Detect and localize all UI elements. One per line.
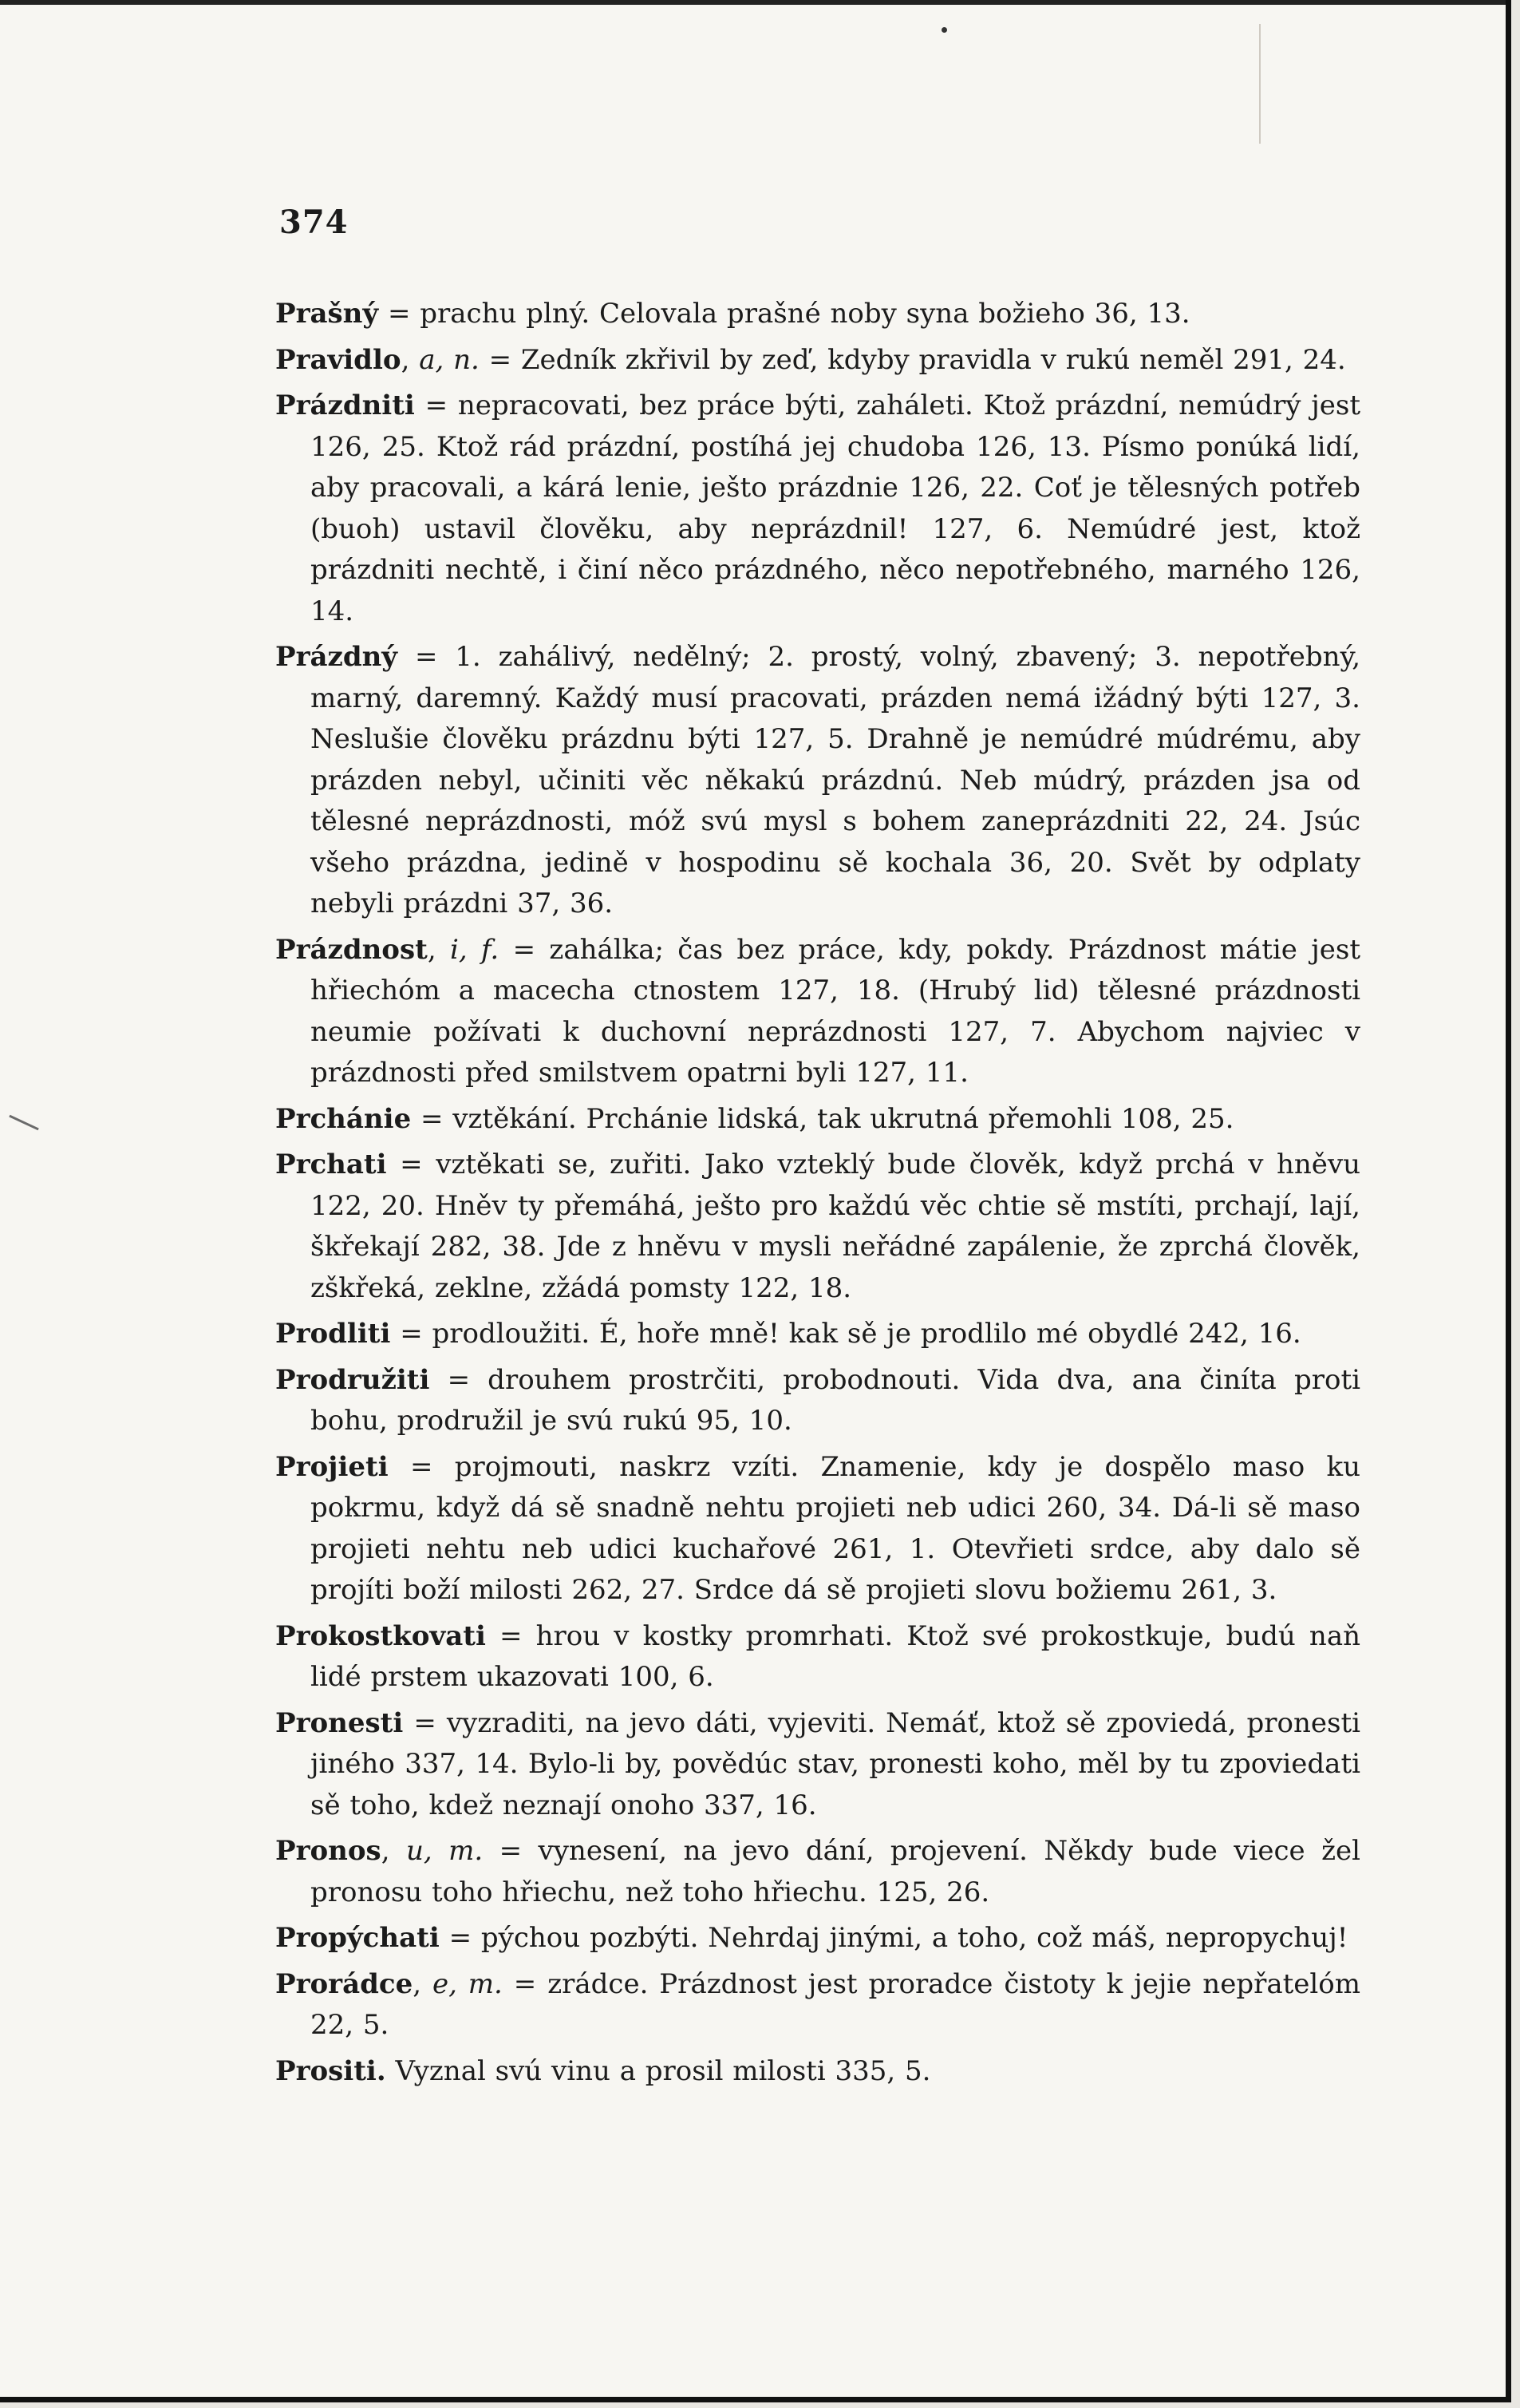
dictionary-entry bbox=[275, 2051, 1360, 2093]
definition: = pýchou pozbýti. Nehrdaj jinými, a toho, což máš, nepropychuj! bbox=[448, 1922, 1348, 1954]
headword: Prázdnost bbox=[275, 933, 428, 966]
definition: = hrou v kostky promrhati. Ktož své prokostkuje, budú naň lidé prstem ukazovati 100, 6. bbox=[310, 1619, 1360, 1693]
headword: Prázdniti bbox=[275, 389, 415, 421]
definition: = prachu plný. Celovala prašné noby syna božieho 36, 13. bbox=[387, 298, 1190, 330]
definition: = vztěkati se, zuřiti. Jako vzteklý bude člověk, když prchá v hněvu 122, 20. Hněv ty přemáhá, ješto pro každú věc chtie sě mstíti, prchají, lají, škřekají 282, 38. Jde z hněvu v mysli neřádné zapálenie, že zprchá člověk, zškřeká, zeklne, zžádá pomsty 122, 18. bbox=[310, 1149, 1361, 1304]
scan-crease bbox=[1259, 24, 1261, 144]
grammar-note: u, m. bbox=[405, 1835, 484, 1867]
headword: Propýchati bbox=[275, 1922, 440, 1954]
definition: = vynesení, na jevo dání, projevení. Někdy bude viece žel pronosu toho hřiechu, než toho hřiechu. 125, 26. bbox=[310, 1835, 1360, 1908]
definition: = zahálka; čas bez práce, kdy, pokdy. Prázdnost mátie jest hřiechóm a macecha ctnostem 127, 18. (Hrubý lid) tělesné prázdnosti neumie požívati k duchovní neprázdnosti 127, 7. Abychom najviec v prázdnosti před smilstvem opatrni byli 127, 11. bbox=[310, 933, 1361, 1089]
definition: = 1. zahálivý, nedělný; 2. prostý, volný, zbavený; 3. nepotřebný, marný, daremný. Každý musí pracovati, prázden nemá ižádný býti 127, 3. Neslušie člověku prázdnu býti 127, 5. Drahně je nemúdré múdrému, aby prázden nebyl, učiniti věc někakú prázdnú. Neb múdrý, prázden jsa od tělesné neprázdnosti, móž svú mysl s bohem zaneprázdniti 22, 24. Jsúc všeho prázdna, jedině v hospodinu sě kochala 36, 20. Svět by odplaty nebyli prázdni 37, 36. bbox=[310, 641, 1361, 919]
headword: Pronesti bbox=[275, 1706, 404, 1739]
definition: = prodloužiti. É, hoře mně! kak sě je prodlilo mé obydlé 242, 16. bbox=[400, 1318, 1301, 1350]
dictionary-entries bbox=[275, 294, 1360, 2097]
definition: = vztěkání. Prchánie lidská, tak ukrutná přemohli 108, 25. bbox=[420, 1102, 1234, 1135]
dictionary-entry bbox=[275, 1360, 1360, 1442]
grammar-note: a, n. bbox=[419, 343, 480, 376]
definition: = Zedník zkřivil by zeď, kdyby pravidla v rukú neměl 291, 24. bbox=[488, 343, 1346, 376]
dictionary-entry: Prorádce, e, m. = zrádce. Prázdnost jest proradce čistoty k jejie nepřatelóm 22, 5. bbox=[275, 1967, 1360, 2041]
dictionary-entry bbox=[275, 294, 1360, 335]
headword: Prašný bbox=[275, 298, 379, 330]
definition: = projmouti, naskrz vzíti. Znamenie, kdy je dospělo maso ku pokrmu, když dá sě snadně nehtu projieti neb udici 260, 34. Dá-li sě maso projieti nehtu neb udici kuchařové 261, 1. Otevřieti srdce, aby dalo sě projíti boží milosti 262, 27. Srdce dá sě projieti slovu božiemu 261, 3. bbox=[310, 1450, 1360, 1606]
headword: Pronos bbox=[275, 1835, 381, 1867]
dictionary-entry: Pronos, u, m. = vynesení, na jevo dání, projevení. Někdy bude viece žel pronosu toho hřiechu, než toho hřiechu. 125, 26. bbox=[275, 1835, 1360, 1908]
scan-speck bbox=[942, 27, 947, 33]
headword: Prchati bbox=[275, 1149, 387, 1180]
grammar-note: i, f. bbox=[450, 933, 499, 966]
headword: Prchánie bbox=[275, 1102, 412, 1135]
dictionary-entry bbox=[275, 1099, 1360, 1141]
headword: Pravidlo bbox=[275, 343, 401, 376]
headword: Prokostkovati bbox=[275, 1619, 486, 1652]
dictionary-entry bbox=[275, 1703, 1360, 1827]
headword: Prodružiti bbox=[275, 1363, 430, 1396]
dictionary-entry bbox=[275, 386, 1360, 632]
headword: Projieti bbox=[275, 1450, 389, 1483]
dictionary-entry bbox=[275, 1918, 1360, 1959]
definition: = zrádce. Prázdnost jest proradce čistoty k jejie nepřatelóm 22, 5. bbox=[310, 1967, 1360, 2041]
headword: Prositi. bbox=[275, 2054, 386, 2087]
dictionary-entry bbox=[275, 1145, 1360, 1309]
headword: Prázdný bbox=[275, 641, 398, 673]
margin-mark bbox=[9, 1115, 39, 1131]
definition: = vyzraditi, na jevo dáti, vyjeviti. Nemáť, ktož sě zpoviedá, pronesti jiného 337, 14. Bylo-li by, povědúc stav, pronesti koho, měl by tu zpoviedati sě toho, kdež neznají onoho 337, 16. bbox=[310, 1706, 1360, 1821]
headword: Prodliti bbox=[275, 1318, 391, 1350]
grammar-note: e, m. bbox=[432, 1967, 503, 2000]
definition: Vyznal svú vinu a prosil milosti 335, 5. bbox=[395, 2054, 931, 2087]
definition: = nepracovati, bez práce býti, zaháleti. Ktož prázdní, nemúdrý jest 126, 25. Ktož rád prázdní, postíhá jej chudoba 126, 13. Písmo ponúká lidí, aby pracovali, a kárá lenie, ješto prázdnie 126, 22. Coť je tělesných potřeb (buoh) ustavil člověku, aby neprázdnil! 127, 6. Nemúdré jest, ktož prázdniti nechtě, i činí něco prázdného, něco nepotřebného, marného 126, 14. bbox=[310, 389, 1360, 627]
dictionary-entry: Pravidlo, a, n. = Zedník zkřivil by zeď, kdyby pravidla v rukú neměl 291, 24. bbox=[275, 343, 1346, 376]
dictionary-entry bbox=[275, 1447, 1360, 1611]
definition: = drouhem prostrčiti, probodnouti. Vida dva, ana činíta proti bohu, prodružil je svú rukú 95, 10. bbox=[310, 1363, 1360, 1437]
dictionary-entry: Prázdnost, i, f. = zahálka; čas bez práce, kdy, pokdy. Prázdnost mátie jest hřiechóm a macecha ctnostem 127, 18. (Hrubý lid) tělesné prázdnosti neumie požívati k duchovní neprázdnosti 127, 7. Abychom najviec v prázdnosti před smilstvem opatrni byli 127, 11. bbox=[275, 933, 1361, 1089]
headword: Prorádce bbox=[275, 1967, 413, 2000]
dictionary-entry bbox=[275, 1314, 1360, 1355]
dictionary-entry bbox=[275, 1616, 1360, 1698]
dictionary-entry bbox=[275, 637, 1360, 925]
scan-top-edge bbox=[0, 0, 1506, 5]
page-number: 374 bbox=[279, 204, 349, 241]
